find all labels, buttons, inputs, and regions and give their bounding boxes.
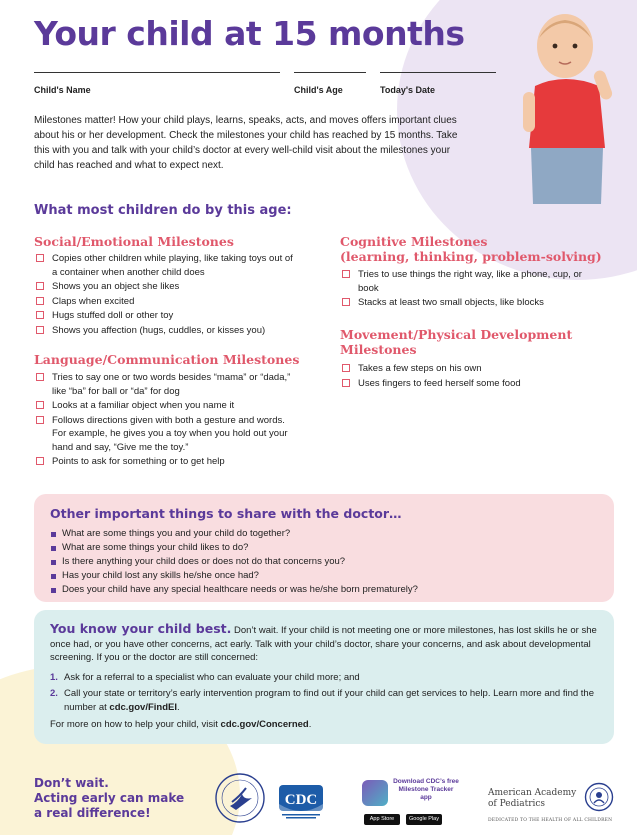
cognitive-list [340, 268, 604, 311]
todays-date-field[interactable] [380, 72, 496, 95]
checkbox[interactable] [36, 457, 44, 465]
milestone-text: Points to ask for something or to get help [52, 456, 225, 467]
milestone-text: Stacks at least two small objects, like blocks [358, 297, 544, 308]
milestone-item [34, 399, 296, 413]
milestone-item [34, 324, 296, 338]
aap-name-line2: of Pediatrics [488, 799, 546, 809]
know-your-child-paragraph [50, 622, 598, 665]
know-your-child-box [34, 610, 614, 744]
checkbox[interactable] [36, 254, 44, 262]
checkbox[interactable] [36, 373, 44, 381]
milestone-text: Follows directions given with both a gesture and words. For example, he gives you a toy when you hold out your hand and say, “Give me the toy.” [52, 414, 288, 453]
milestone-item [34, 252, 296, 279]
doctor-questions-box [34, 494, 614, 602]
milestone-text: Takes a few steps on his own [358, 363, 482, 374]
intro-paragraph: Milestones matter! How your child plays, learns, speaks, acts, and moves offers important clues about his or her development. Check the milestones your child has reached by 15 months. Take this with you and talk with your child’s doctor at every well-child visit about the milestones your child has reached and what to expect next. [34, 115, 458, 171]
more-info [50, 718, 598, 732]
google-play-badge[interactable]: Google Play [406, 814, 442, 825]
aap-tagline: DEDICATED TO THE HEALTH OF ALL CHILDREN [488, 818, 613, 823]
doctor-questions-list [50, 527, 598, 597]
step-text: Ask for a referral to a specialist who can evaluate your child more; and [64, 671, 360, 683]
childs-name-field[interactable] [34, 72, 280, 95]
milestone-item [340, 377, 604, 391]
doctor-questions-title: Other important things to share with the doctor… [50, 506, 402, 521]
milestone-item [34, 414, 296, 455]
milestone-item [340, 362, 604, 376]
aap-logo [488, 780, 618, 826]
milestone-text: Uses fingers to feed herself some food [358, 377, 521, 389]
dont-wait-line3: a real difference! [34, 806, 151, 820]
more-info-text: For more on how to help your child, visit [50, 719, 221, 730]
childs-age-label: Child's Age [294, 85, 343, 95]
milestone-text: Shows you an object she likes [52, 281, 180, 292]
milestone-app-promo[interactable] [360, 778, 460, 826]
aap-name [488, 788, 576, 810]
childs-name-label: Child's Name [34, 85, 91, 95]
concerned-link[interactable]: cdc.gov/Concerned [220, 719, 309, 730]
social-emotional-list [34, 252, 296, 338]
dont-wait-line2: Acting early can make [34, 791, 185, 805]
checkbox[interactable] [36, 297, 44, 305]
movement-physical-list [340, 362, 604, 391]
todays-date-label: Today's Date [380, 85, 435, 95]
findei-link[interactable]: cdc.gov/FindEI [109, 701, 177, 713]
question-item: Is there anything your child does or does not do that concerns you? [50, 555, 598, 569]
step-text: Call your state or territory’s early intervention program to find out if your child can get services to help. Learn more and find the number at [64, 688, 594, 713]
aap-name-line1: American Academy [488, 788, 577, 798]
milestone-item [34, 309, 296, 323]
question-item: What are some things your child likes to do? [50, 541, 598, 555]
movement-title-line1: Movement/Physical Development [340, 327, 573, 342]
cognitive-title [340, 234, 602, 264]
hhs-seal-icon [214, 772, 266, 824]
step-text-end: . [176, 701, 180, 713]
app-store-badge[interactable]: App Store [364, 814, 400, 825]
app-promo-text: Download CDC’s free Milestone Tracker app [393, 778, 459, 801]
question-item: Does your child have any special healthcare needs or was he/she born prematurely? [50, 583, 598, 597]
milestone-item [340, 296, 604, 310]
question-item: Has your child lost any skills he/she once had? [50, 569, 598, 583]
page-title: Your child at 15 months [34, 14, 465, 53]
cdc-logo-text: CDC [284, 792, 318, 808]
childs-age-field[interactable] [294, 72, 366, 95]
language-communication-title: Language/Communication Milestones [34, 352, 300, 367]
milestone-item [34, 295, 296, 309]
checkbox[interactable] [36, 401, 44, 409]
milestone-app-icon [362, 780, 388, 806]
action-step [50, 687, 598, 714]
milestone-text: Copies other children while playing, like taking toys out of a container when another child does [52, 253, 293, 278]
step-number: 1. [50, 671, 58, 683]
action-steps [50, 671, 598, 715]
checkbox[interactable] [36, 282, 44, 290]
social-emotional-title: Social/Emotional Milestones [34, 234, 234, 249]
know-your-child-text: Don’t wait. If your child is not meeting one or more milestones, has lost skills he or she once had, or you have other concerns, act early. Talk with your child’s doctor, share your concerns, and ask about developmental screening. If you or the doctor are still concerned: [50, 625, 597, 663]
checkbox[interactable] [36, 416, 44, 424]
milestone-text: Hugs stuffed doll or other toy [52, 310, 174, 321]
milestone-text: Shows you affection (hugs, cuddles, or kisses you) [52, 324, 266, 336]
milestone-item [34, 280, 296, 294]
checkbox[interactable] [342, 298, 350, 306]
step-number: 2. [50, 688, 58, 699]
more-info-end: . [308, 719, 312, 730]
milestone-item [340, 268, 604, 295]
action-step [50, 671, 598, 685]
milestone-text: Tries to use things the right way, like a phone, cup, or book [358, 269, 582, 294]
baby-photo [513, 8, 621, 204]
checkbox[interactable] [342, 270, 350, 278]
section-subhead: What most children do by this age: [34, 203, 292, 218]
checkbox[interactable] [36, 311, 44, 319]
movement-physical-title [340, 327, 572, 357]
cdc-logo-icon [278, 784, 324, 820]
know-your-child-lead: You know your child best. [50, 621, 232, 636]
aap-seal-icon [584, 782, 614, 812]
milestone-item [34, 371, 296, 398]
checkbox[interactable] [36, 326, 44, 334]
cognitive-title-line2: (learning, thinking, problem-solving) [340, 249, 602, 264]
milestone-text: Claps when excited [52, 295, 135, 307]
movement-title-line2: Milestones [340, 342, 417, 357]
language-communication-list [34, 371, 296, 470]
milestone-text: Looks at a familiar object when you name it [52, 400, 235, 411]
cdc-logo [278, 784, 324, 820]
cognitive-title-line1: Cognitive Milestones [340, 234, 488, 249]
milestone-text: Tries to say one or two words besides “mama” or “dada,” like “ba” for ball or “da” for dog [52, 372, 291, 397]
milestone-item [34, 455, 296, 469]
checkbox[interactable] [342, 364, 350, 372]
checkbox[interactable] [342, 379, 350, 387]
dont-wait-line1: Don’t wait. [34, 776, 109, 790]
question-item: What are some things you and your child do together? [50, 527, 598, 541]
dont-wait-message [34, 776, 184, 821]
